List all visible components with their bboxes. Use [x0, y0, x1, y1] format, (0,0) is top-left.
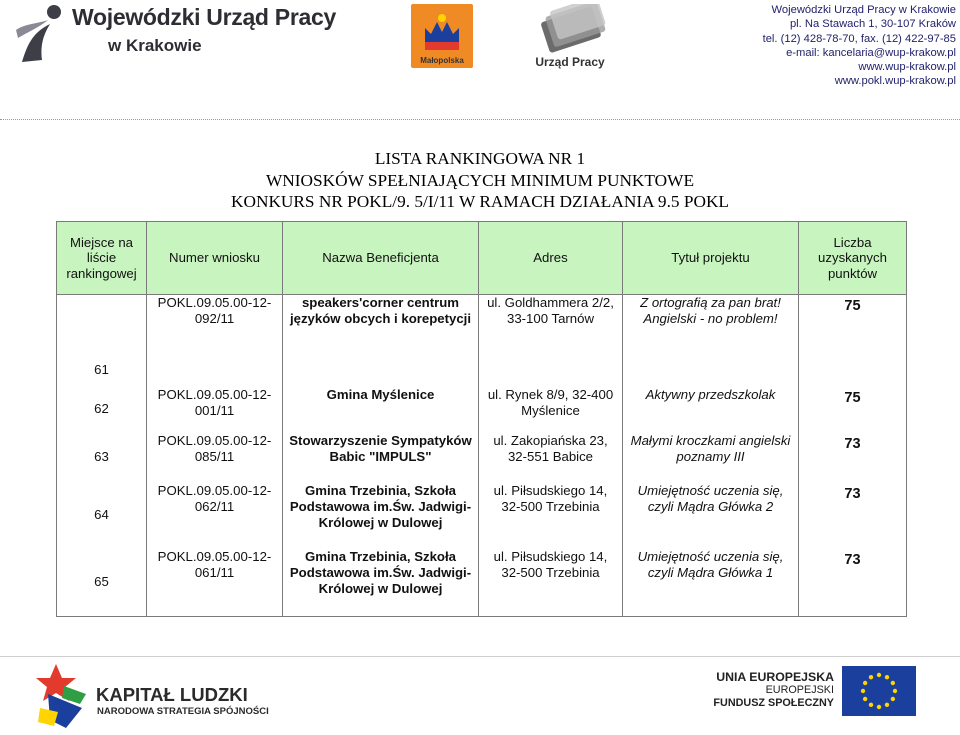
malopolska-label: Małopolska [420, 56, 464, 65]
contact-block [763, 3, 956, 89]
org-title: Wojewódzki Urząd Pracy [72, 4, 336, 30]
eu-fund-label: EUROPEJSKI [765, 684, 834, 696]
address-cell: ul. Piłsudskiego 14, 32-500 Trzebinia [479, 549, 623, 617]
points-cell: 75 [799, 295, 907, 387]
address-cell: ul. Goldhammera 2/2, 33-100 Tarnów [479, 295, 623, 387]
points-cell: 73 [799, 433, 907, 483]
contact-email[interactable]: e-mail: kancelaria@wup-krakow.pl [786, 46, 956, 59]
column-header: Miejsce na liście rankingowej [57, 222, 147, 295]
urzad-pracy-label: Urząd Pracy [535, 55, 605, 69]
eu-star-icon [869, 675, 873, 679]
project-title-cell: Z ortografią za pan brat! Angielski - no problem! [623, 295, 799, 387]
table-row [57, 433, 907, 483]
beneficiary-cell: Stowarzyszenie Sympatyków Babic "IMPULS" [283, 433, 479, 483]
title-line: KONKURS NR POKL/9. 5/I/11 W RAMACH DZIAŁANIA 9.5 POKL [231, 192, 729, 211]
kapital-ludzki-logo-icon [36, 660, 88, 730]
beneficiary-cell: Gmina Trzebinia, Szkoła Podstawowa im.Św. Jadwigi- Królowej w Dulowej [283, 483, 479, 549]
eu-star-icon [877, 705, 881, 709]
address-cell: ul. Piłsudskiego 14, 32-500 Trzebinia [479, 483, 623, 549]
wup-logo-icon [14, 2, 66, 64]
contact-website[interactable]: www.pokl.wup-krakow.pl [834, 75, 956, 88]
title-line: LISTA RANKINGOWA NR 1 [374, 149, 586, 168]
eu-star-icon [877, 673, 881, 677]
eu-star-icon [863, 697, 867, 701]
project-title-cell: Małymi kroczkami angielski poznamy III [623, 433, 799, 483]
rank-cell: 63 [57, 433, 147, 483]
column-header: Nazwa Beneficjenta [283, 222, 479, 295]
application-number-cell: POKL.09.05.00-12-092/11 [147, 295, 283, 387]
table-row [57, 387, 907, 433]
project-title-cell: Umiejętność uczenia się, czyli Mądra Główka 2 [623, 483, 799, 549]
contact-line: Wojewódzki Urząd Pracy w Krakowie [771, 4, 956, 16]
table-row [57, 483, 907, 549]
kapital-ludzki-subtitle: NARODOWA STRATEGIA SPÓJNOŚCI [97, 706, 269, 717]
eu-star-icon [885, 675, 889, 679]
rank-cell: 61 [57, 295, 147, 387]
address-cell: ul. Zakopiańska 23, 32-551 Babice [479, 433, 623, 483]
beneficiary-cell: speakers'corner centrum języków obcych i korepetycji [283, 295, 479, 387]
table-row [57, 549, 907, 617]
column-header: Numer wniosku [147, 222, 283, 295]
table-header-row [57, 222, 907, 295]
eu-star-icon [891, 681, 895, 685]
title-line: WNIOSKÓW SPEŁNIAJĄCYCH MINIMUM PUNKTOWE [265, 170, 695, 190]
rank-cell: 64 [57, 483, 147, 549]
beneficiary-cell: Gmina Myślenice [283, 387, 479, 433]
kapital-ludzki-title: KAPITAŁ LUDZKI [96, 684, 248, 705]
contact-line: pl. Na Stawach 1, 30-107 Kraków [789, 18, 956, 31]
points-cell: 75 [799, 387, 907, 433]
eu-flag-icon [842, 666, 916, 716]
urzad-pracy-logo-icon [528, 4, 612, 56]
org-subtitle: w Krakowie [108, 36, 202, 55]
beneficiary-cell: Gmina Trzebinia, Szkoła Podstawowa im.Św. Jadwigi- Królowej w Dulowej [283, 549, 479, 617]
eu-fund-label: FUNDUSZ SPOŁECZNY [713, 697, 834, 709]
contact-line: tel. (12) 428-78-70, fax. (12) 422-97-85 [762, 32, 956, 45]
eu-star-icon [893, 689, 897, 693]
address-cell: ul. Rynek 8/9, 32-400 Myślenice [479, 387, 623, 433]
eu-star-icon [885, 703, 889, 707]
rank-cell: 62 [57, 387, 147, 433]
application-number-cell: POKL.09.05.00-12-001/11 [147, 387, 283, 433]
table-row [57, 295, 907, 387]
project-title-cell: Umiejętność uczenia się, czyli Mądra Główka 1 [623, 549, 799, 617]
header-divider [0, 119, 960, 120]
eu-union-label: UNIA EUROPEJSKA [716, 670, 834, 684]
column-header: Adres [479, 222, 623, 295]
document-title [0, 148, 960, 213]
eu-star-icon [863, 681, 867, 685]
ranking-table [56, 221, 907, 617]
points-cell: 73 [799, 483, 907, 549]
application-number-cell: POKL.09.05.00-12-085/11 [147, 433, 283, 483]
contact-website[interactable]: www.wup-krakow.pl [858, 61, 956, 74]
eu-star-icon [861, 689, 865, 693]
eu-star-icon [869, 703, 873, 707]
eu-star-icon [891, 697, 895, 701]
eu-text-block [713, 670, 834, 710]
column-header: Liczba uzyskanych punktów [799, 222, 907, 295]
footer-divider [0, 656, 960, 657]
application-number-cell: POKL.09.05.00-12-062/11 [147, 483, 283, 549]
column-header: Tytuł projektu [623, 222, 799, 295]
project-title-cell: Aktywny przedszkolak [623, 387, 799, 433]
points-cell: 73 [799, 549, 907, 617]
application-number-cell: POKL.09.05.00-12-061/11 [147, 549, 283, 617]
rank-cell: 65 [57, 549, 147, 617]
